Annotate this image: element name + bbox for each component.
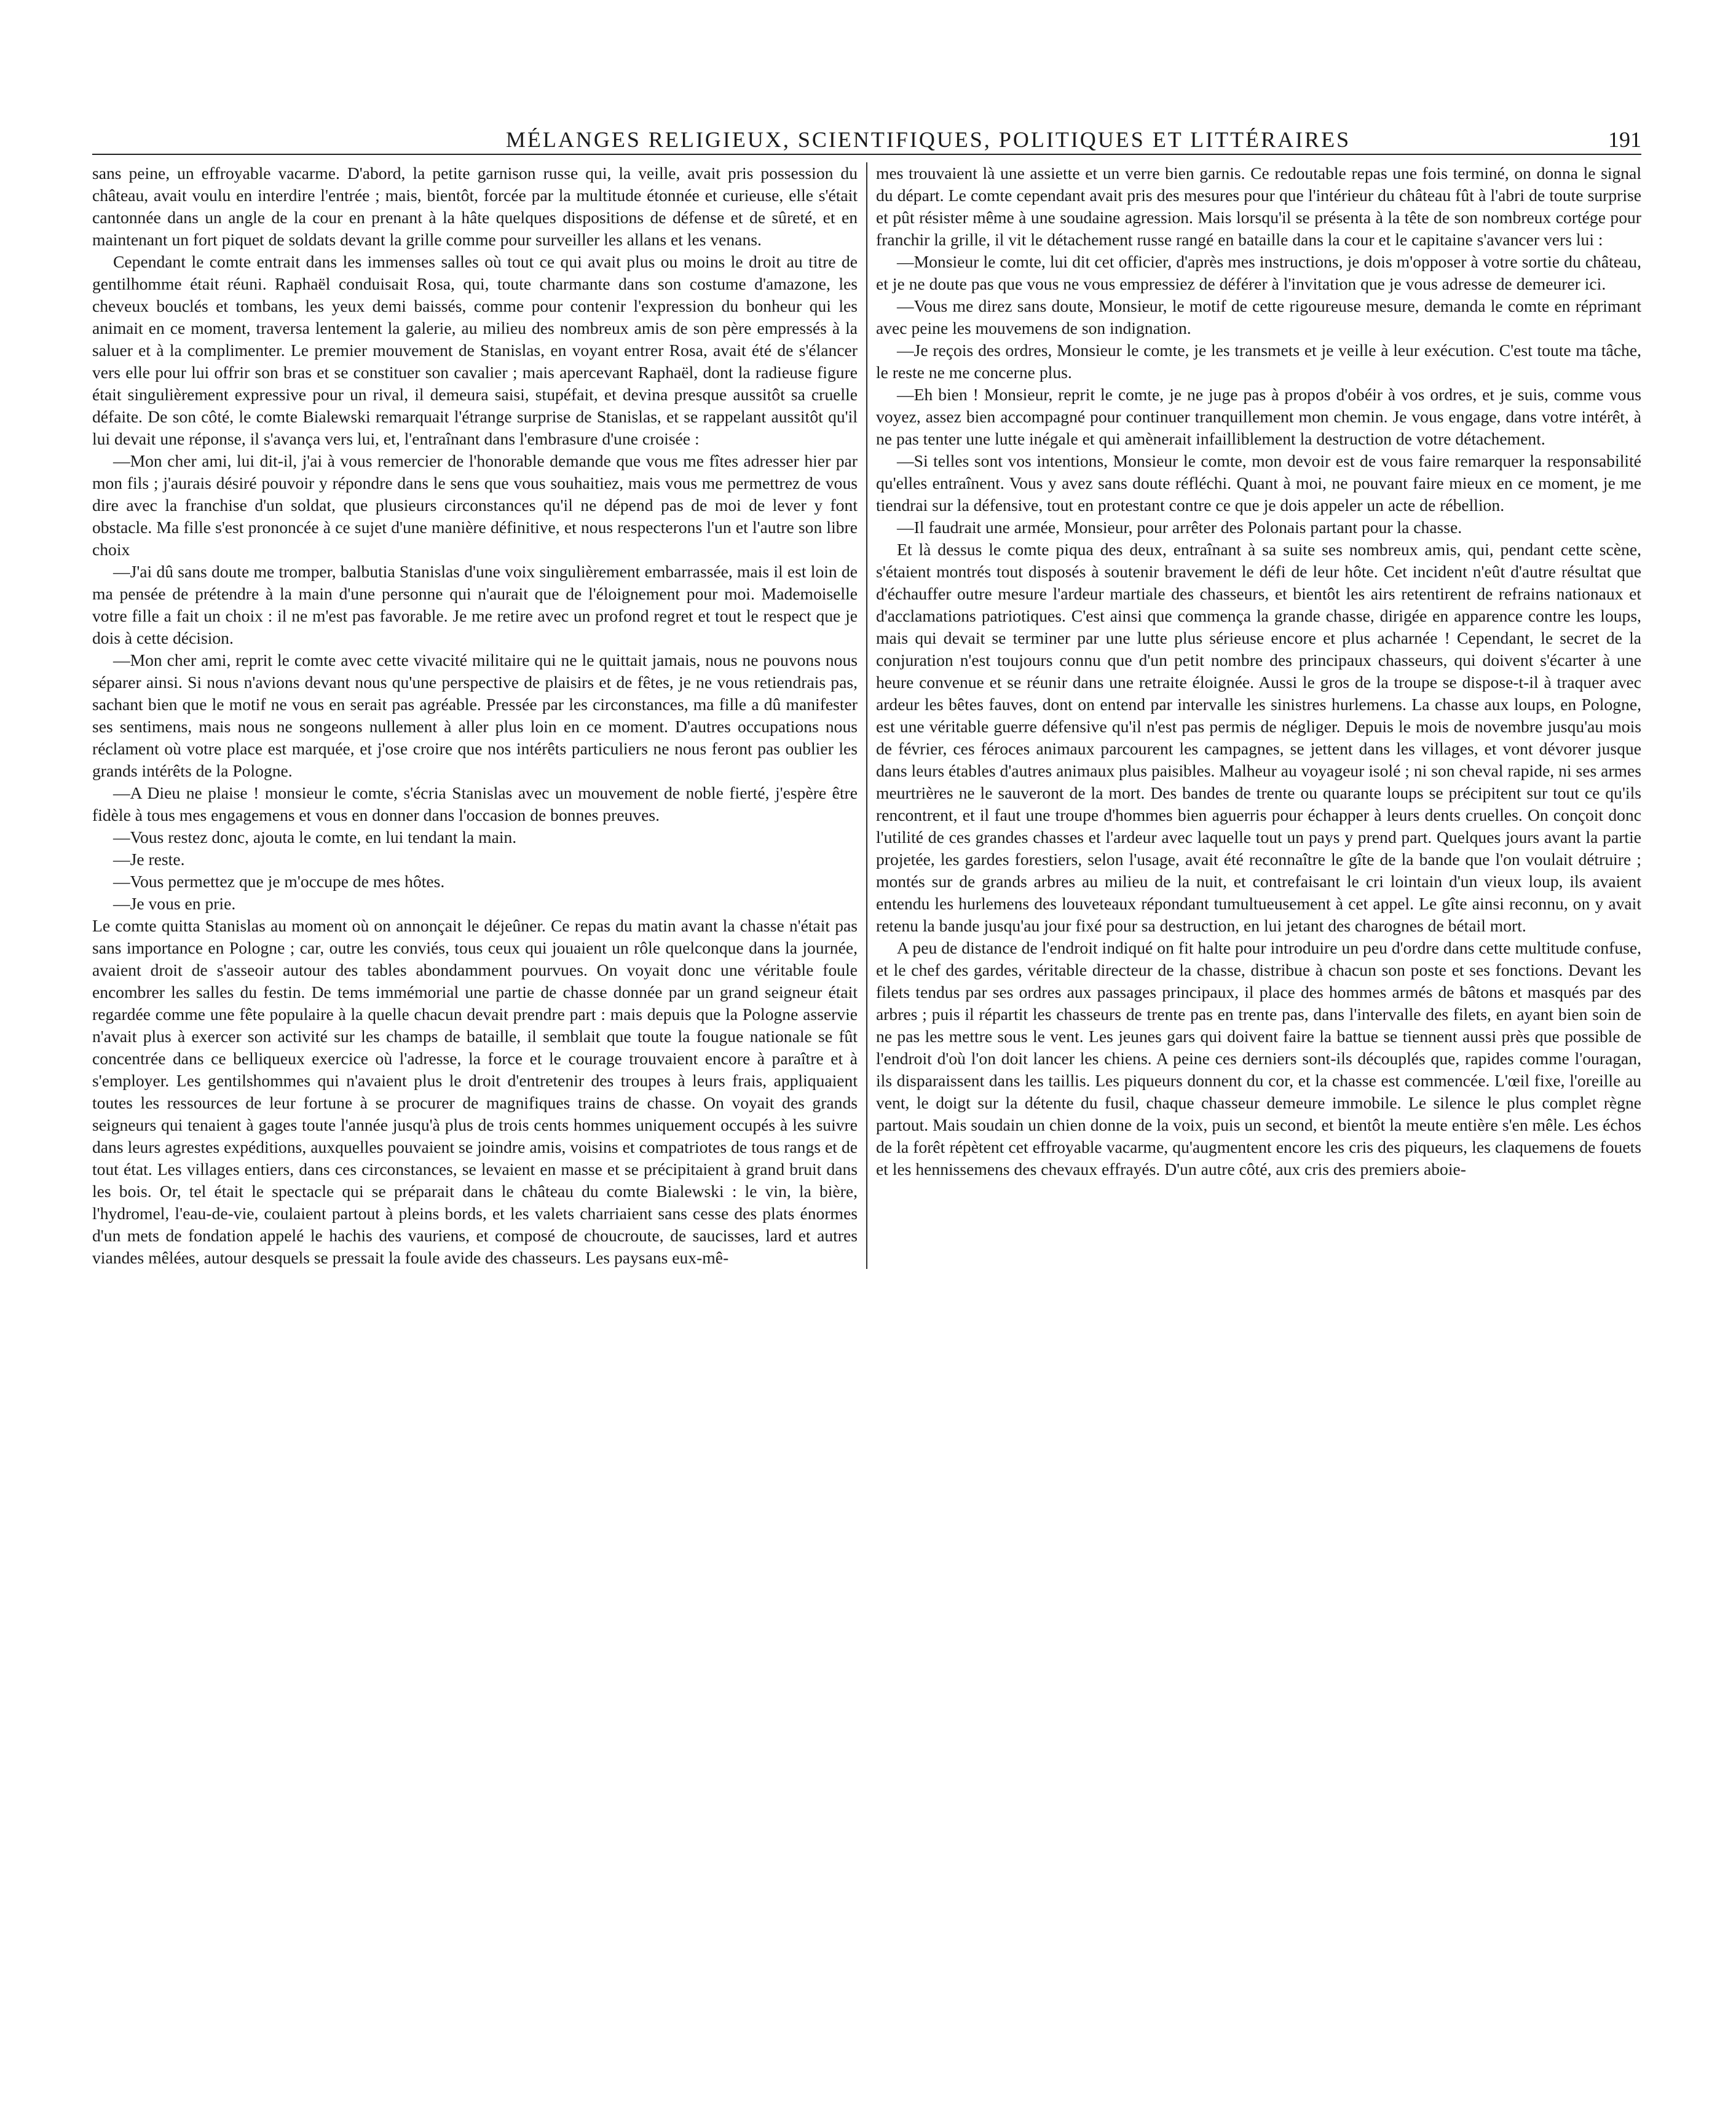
page-header <box>92 123 1641 155</box>
dialogue-line: —Je vous en prie. <box>113 894 236 913</box>
dialogue-line: —Il faudrait une armée, Monsieur, pour arrêter des Polonais partant pour la chasse. <box>897 518 1462 537</box>
paragraph: Le comte quitta Stanislas au moment où on annonçait le déjeûner. Ce repas du matin avant la chasse n'était pas sans importance en Pologne ; car, outre les conviés, tous ceux qui jouaient un rôle quelconque dans la journée, avaient droit de s'asseoir autour des tables abondamment pourvues. On voyait donc une véritable foule encombrer les salles du festin. De tems immémorial une partie de chasse donnée par un grand seigneur était regardée comme une fête populaire à la quelle chacun devait prendre part : mais depuis que la Pologne asservie n'avait plus à exercer son activité sur les champs de bataille, il semblait que toute la fougue nationale se fût concentrée dans ce belliqueux exercice où l'adresse, la force et le courage trouvaient encore à paraître et à s'employer. Les gentilshommes qui n'avaient plus le droit d'entretenir des troupes à leurs frais, appliquaient toutes les ressources de leur fortune à se procurer de magnifiques trains de chasse. On voyait des grands seigneurs qui tenaient à gages toute l'année jusqu'à plus de trois cents hommes uniquement occupés à les suivre dans leurs agrestes expéditions, auxquelles pouvaient se joindre amis, voisins et compatriotes de tous rangs et de tout état. Les villages entiers, dans ces circonstances, se levaient en masse et se précipitaient à grand bruit dans les bois. Or, tel était le spectacle qui se préparait dans le château du comte Bialewski : le vin, la bière, l'hydromel, l'eau-de-vie, coulaient partout à pleins bords, et les valets charriaient sans cesse des plats énormes d'un mets de fondation appelé le hachis des vauriens, et composé de choucroute, de saucisses, lard et autres viandes mêlées, autour desquels se pressait la foule avide des chasseurs. Les paysans eux-mê- <box>92 916 858 1267</box>
newspaper-page <box>92 123 1641 2041</box>
page-number: 191 <box>1608 127 1641 152</box>
paragraph: A peu de distance de l'endroit indiqué on fit halte pour introduire un peu d'ordre dans cette multitude confuse, et le chef des gardes, véritable directeur de la chasse, distribue à chacun son poste et ses fonctions. Devant les filets tendus par ses ordres aux passages principaux, il place des hommes armés de bâtons et masqués par des arbres ; puis il répartit les chasseurs de trente pas en trente pas, dans l'intervalle des filets, en ayant bien soin de ne pas les mettre sous le vent. Les jeunes gars qui doivent faire la battue se tiennent aussi près que possible de l'endroit d'où l'on doit lancer les chiens. A peine ces derniers sont-ils découplés que, rapides comme l'ouragan, ils disparaissent dans les taillis. Les piqueurs donnent du cor, et la chasse est commencée. L'œil fixe, l'oreille au vent, le doigt sur la détente du fusil, chaque chasseur demeure immobile. Le silence le plus complet règne partout. Mais soudain un chien donne de la voix, puis un second, et bientôt la meute entière s'en mêle. Les échos de la forêt répètent cet effroyable vacarme, qu'augmentent encore les cris des piqueurs, les claquemens de fouets et les hennissemens des chevaux effrayés. D'un autre côté, aux cris des premiers aboie- <box>876 938 1641 1179</box>
dialogue-line: —Monsieur le comte, lui dit cet officier, d'après mes instructions, je dois m'opposer à votre sortie du château, et je ne doute pas que vous ne vous empressiez de déférer à l'invitation que je vous adresse de demeurer ici. <box>876 252 1641 293</box>
dialogue-line: —Mon cher ami, reprit le comte avec cette vivacité militaire qui ne le quittait jamais, nous ne pouvons nous séparer ainsi. Si nous n'avions devant nous qu'une perspective de plaisirs et de fêtes, je ne vous retiendrais pas, sachant bien que le motif ne vous en serait pas agréable. Pressée par les circonstances, ma fille a dû manifester ses sentimens, mais nous ne songeons nullement à aller plus loin en ce moment. D'autres occupations nous réclament où votre place est marquée, et j'ose croire que nos intérêts particuliers ne nous feront pas oublier les grands intérêts de la Pologne. <box>92 650 858 780</box>
dialogue-line: —Vous permettez que je m'occupe de mes hôtes. <box>113 872 445 891</box>
dialogue-line: —A Dieu ne plaise ! monsieur le comte, s'écria Stanislas avec un mouvement de noble fierté, j'espère être fidèle à tous mes engagemens et vous en donner dans l'occasion de bonnes preuves. <box>92 783 858 824</box>
paragraph: sans peine, un effroyable vacarme. D'abord, la petite garnison russe qui, la veille, avait pris possession du château, avait voulu en interdire l'entrée ; mais, bientôt, forcée par la multitude étonnée et curieuse, elle s'était cantonnée dans un angle de la cour en prenant à la hâte quelques dispositions de défense et de sûreté, et en maintenant un fort piquet de soldats devant la grille comme pour surveiller les allans et les venans. <box>92 164 858 249</box>
dialogue-line: —Eh bien ! Monsieur, reprit le comte, je ne juge pas à propos d'obéir à vos ordres, et je suis, comme vous voyez, assez bien accompagné pour continuer tranquillement mon chemin. Je vous engage, dans votre intérêt, à ne pas tenter une lutte inégale et qui amènerait infailliblement la destruction de votre détachement. <box>876 385 1641 448</box>
running-title: MÉLANGES RELIGIEUX, SCIENTIFIQUES, POLITIQUES ET LITTÉRAIRES <box>505 127 1351 152</box>
left-column <box>92 162 867 1269</box>
paragraph: Cependant le comte entrait dans les immenses salles où tout ce qui avait plus ou moins le droit au titre de gentilhomme était réuni. Raphaël conduisait Rosa, qui, toute charmante dans son costume d'amazone, les cheveux bouclés et tombans, les yeux demi baissés, comme pour contenir l'expression du bonheur qui les animait en ce moment, traversa lentement la galerie, au milieu des nombreux amis de son père empressés à la saluer et à la complimenter. Le premier mouvement de Stanislas, en voyant entrer Rosa, avait été de s'élancer vers elle pour lui offrir son bras et se constituer son cavalier ; mais apercevant Raphaël, dont la radieuse figure était singulièrement expressive pour un rival, il demeura saisi, stupéfait, et devina presque aussitôt sa cruelle défaite. De son côté, le comte Bialewski remarquait l'étrange surprise de Stanislas, et se rappelant aussitôt qu'il lui devait une réponse, il s'avança vers lui, et, l'entraînant dans l'embrasure d'une croisée : <box>92 252 858 448</box>
paragraph: Et là dessus le comte piqua des deux, entraînant à sa suite ses nombreux amis, qui, pendant cette scène, s'étaient montrés tout disposés à soutenir bravement le défi de leur hôte. Cet incident n'eût d'autre résultat que d'échauffer outre mesure l'ardeur martiale des chasseurs, et bientôt les airs retentirent de refrains nationaux et d'acclamations patriotiques. C'est ainsi que commença la grande chasse, dirigée en apparence contre les loups, mais qui devait se terminer par une lutte plus sérieuse encore et plus acharnée ! Cependant, le secret de la conjuration n'est toujours connu que d'un petit nombre des principaux chasseurs, qui doivent s'écarter à une heure convenue et se réunir dans une retraite éloignée. Aussi le gros de la troupe se dispose-t-il à traquer avec ardeur les bêtes fauves, dont on entend par intervalle les sinistres hurlemens. La chasse aux loups, en Pologne, est une véritable guerre défensive qu'il n'est pas permis de négliger. Depuis le mois de novembre jusqu'au mois de février, ces féroces animaux parcourent les campagnes, se jettent dans les villages, et vont dévorer jusque dans leurs étables d'autres animaux plus paisibles. Malheur au voyageur isolé ; ni son cheval rapide, ni ses armes meurtrières ne le sauveront de la mort. Des bandes de trente ou quarante loups se précipitent sur tout ce qu'ils rencontrent, et il faut une troupe d'hommes bien aguerris pour échapper à leurs dents cruelles. On conçoit donc l'utilité de ces grandes chasses et l'ardeur avec laquelle tout un pays y prend part. Quelques jours avant la partie projetée, les gardes forestiers, selon l'usage, avait été reconnaître le gîte de la bande que l'on voulait détruire ; montés sur de grands arbres au milieu de la nuit, et contrefaisant le cri lointain d'un vieux loup, ils avaient entendu les hurlemens des louveteaux répondant tumultueusement à cet appel. Le gîte ainsi reconnu, on y avait retenu la bande jusqu'au jour fixé pour sa destruction, en lui jetant des charognes de bétail mort. <box>876 540 1641 935</box>
dialogue-line: —Si telles sont vos intentions, Monsieur le comte, mon devoir est de vous faire remarquer la responsabilité qu'elles entraînent. Vous y avez sans doute réfléchi. Quant à moi, ne pouvant faire mieux en ce moment, je me tiendrai sur la défensive, tout en protestant contre ce que je dois appeler un acte de rébellion. <box>876 451 1641 515</box>
dialogue-line: —Je reçois des ordres, Monsieur le comte, je les transmets et je veille à leur exécution. C'est toute ma tâche, le reste ne me concerne plus. <box>876 341 1641 382</box>
dialogue-line: —Mon cher ami, lui dit-il, j'ai à vous remercier de l'honorable demande que vous me fîtes adresser hier par mon fils ; j'aurais désiré pouvoir y répondre dans le sens que vous souhaitiez, mais vous me permettrez de vous dire avec la franchise d'un soldat, que plusieurs circonstances qu'il ne dépend pas de moi de lever y font obstacle. Ma fille s'est prononcée à ce sujet d'une manière définitive, et nous respecterons l'un et l'autre son libre choix <box>92 451 858 559</box>
paragraph: mes trouvaient là une assiette et un verre bien garnis. Ce redoutable repas une fois terminé, on donna le signal du départ. Le comte cependant avait pris des mesures pour que l'intérieur du château fût à l'abri de toute surprise et pût résister même à une soudaine agression. Mais lorsqu'il se présenta à la tête de son nombreux cortége pour franchir la grille, il vit le détachement russe rangé en bataille dans la cour et le capitaine s'avancer vers lui : <box>876 164 1641 249</box>
right-column <box>867 162 1641 1269</box>
text-columns <box>92 162 1641 1269</box>
dialogue-line: —J'ai dû sans doute me tromper, balbutia Stanislas d'une voix singulièrement embarrassée, mais il est loin de ma pensée de prétendre à la main d'une personne qui n'aurait que de l'éloignement pour moi. Mademoiselle votre fille a fait un choix : il ne m'est pas favorable. Je me retire avec un profond regret et tout le respect que je dois à cette décision. <box>92 562 858 647</box>
dialogue-line: —Je reste. <box>113 850 185 869</box>
dialogue-line: —Vous restez donc, ajouta le comte, en lui tendant la main. <box>113 828 517 847</box>
dialogue-line: —Vous me direz sans doute, Monsieur, le motif de cette rigoureuse mesure, demanda le comte en réprimant avec peine les mouvemens de son indignation. <box>876 296 1641 338</box>
